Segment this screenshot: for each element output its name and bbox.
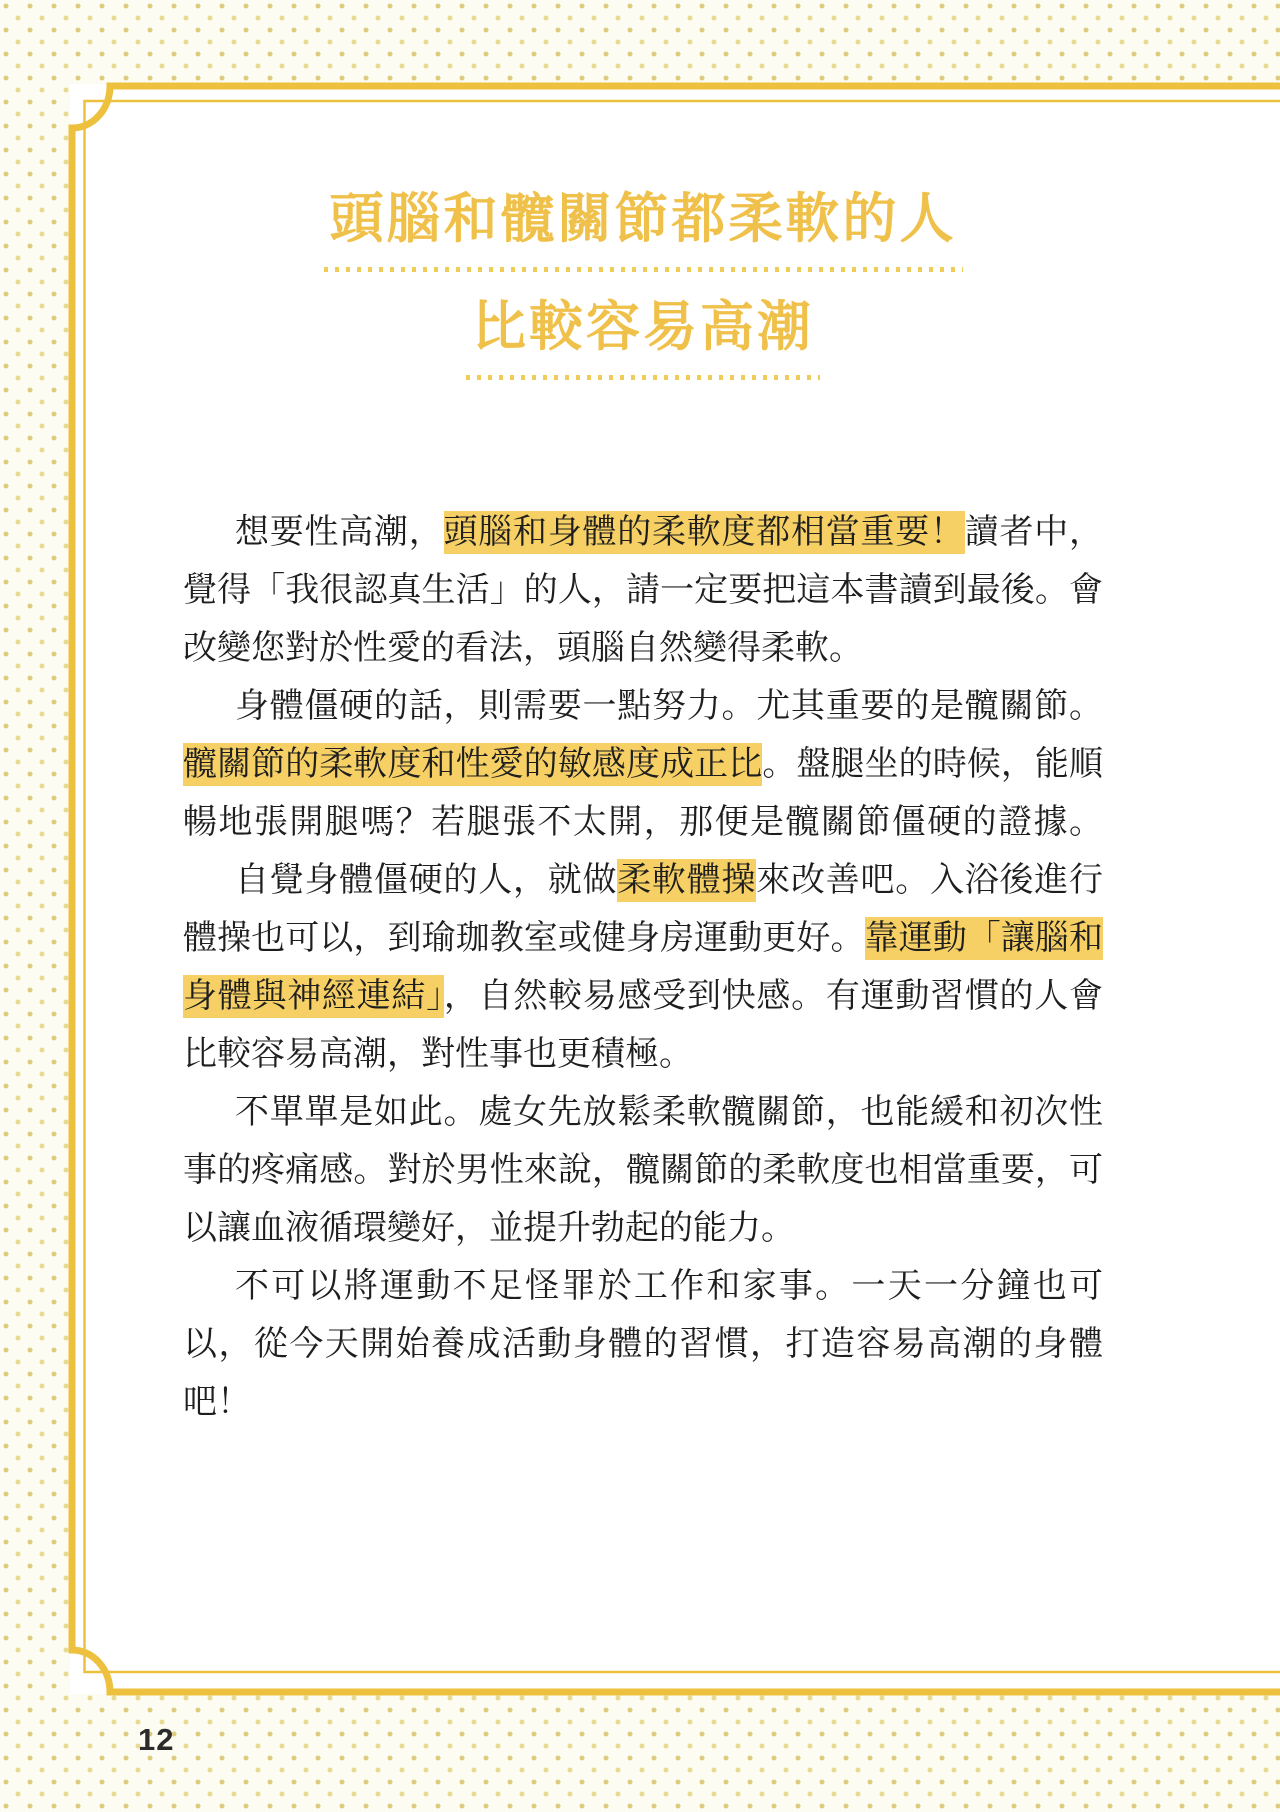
- highlighted-text: 身體與神經連結」: [183, 975, 444, 1018]
- text-segment: 來改善吧。入浴後進行: [756, 862, 1103, 899]
- text-line: [183, 562, 1103, 620]
- page-number: 12: [138, 1722, 175, 1757]
- text-segment: 以讓血液循環變好，並提升勃起的能力。: [183, 1210, 795, 1247]
- text-segment: 不單單是如此。處女先放鬆柔軟髖關節，也能緩和初次性: [235, 1094, 1103, 1131]
- text-segment: 自覺身體僵硬的人，就做: [235, 862, 618, 899]
- text-segment: 身體僵硬的話，則需要一點努力。尤其重要的是髖關節。: [235, 688, 1103, 725]
- text-line: [183, 910, 1103, 968]
- text-segment: 吧！: [183, 1384, 251, 1421]
- title-row: [183, 189, 1103, 272]
- text-segment: 。盤腿坐的時候，能順: [762, 746, 1104, 783]
- text-segment: 以，從今天開始養成活動身體的習慣，打造容易高潮的身體: [183, 1326, 1103, 1363]
- body-text: [183, 504, 1103, 1432]
- page-title: [183, 189, 1103, 380]
- text-segment: 不可以將運動不足怪罪於工作和家事。一天一分鐘也可: [235, 1268, 1103, 1305]
- text-line: [183, 852, 1103, 910]
- page-content: [183, 0, 1103, 1432]
- text-line: [183, 1142, 1103, 1200]
- text-segment: 讀者中，: [964, 514, 1103, 551]
- highlighted-text: 頭腦和身體的柔軟度都相當重要！: [444, 511, 965, 554]
- title-line-1: 頭腦和髖關節都柔軟的人: [324, 192, 963, 272]
- text-line: [183, 504, 1103, 562]
- text-line: [183, 1316, 1103, 1374]
- text-segment: 事的疼痛感。對於男性來說，髖關節的柔軟度也相當重要，可: [183, 1152, 1103, 1189]
- title-row: [183, 297, 1103, 380]
- text-segment: 覺得「我很認真生活」的人，請一定要把這本書讀到最後。會: [183, 572, 1103, 609]
- text-segment: 比較容易高潮，對性事也更積極。: [183, 1036, 693, 1073]
- text-line: [183, 1258, 1103, 1316]
- text-line: [183, 736, 1103, 794]
- text-line: [183, 1374, 1103, 1432]
- text-line: [183, 678, 1103, 736]
- text-segment: 想要性高潮，: [235, 514, 444, 551]
- text-segment: 改變您對於性愛的看法，頭腦自然變得柔軟。: [183, 630, 863, 667]
- highlighted-text: 柔軟體操: [617, 859, 756, 902]
- text-segment: 體操也可以，到瑜珈教室或健身房運動更好。: [183, 920, 865, 957]
- text-line: [183, 1084, 1103, 1142]
- title-line-2: 比較容易高潮: [466, 300, 820, 380]
- text-line: [183, 794, 1103, 852]
- text-line: [183, 1026, 1103, 1084]
- text-segment: 暢地張開腿嗎？若腿張不太開，那便是髖關節僵硬的證據。: [183, 804, 1103, 841]
- text-line: [183, 968, 1103, 1026]
- text-line: [183, 1200, 1103, 1258]
- text-line: [183, 620, 1103, 678]
- highlighted-text: 靠運動「讓腦和: [865, 917, 1103, 960]
- text-segment: ，自然較易感受到快感。有運動習慣的人會: [443, 978, 1104, 1015]
- highlighted-text: 髖關節的柔軟度和性愛的敏感度成正比: [183, 743, 762, 786]
